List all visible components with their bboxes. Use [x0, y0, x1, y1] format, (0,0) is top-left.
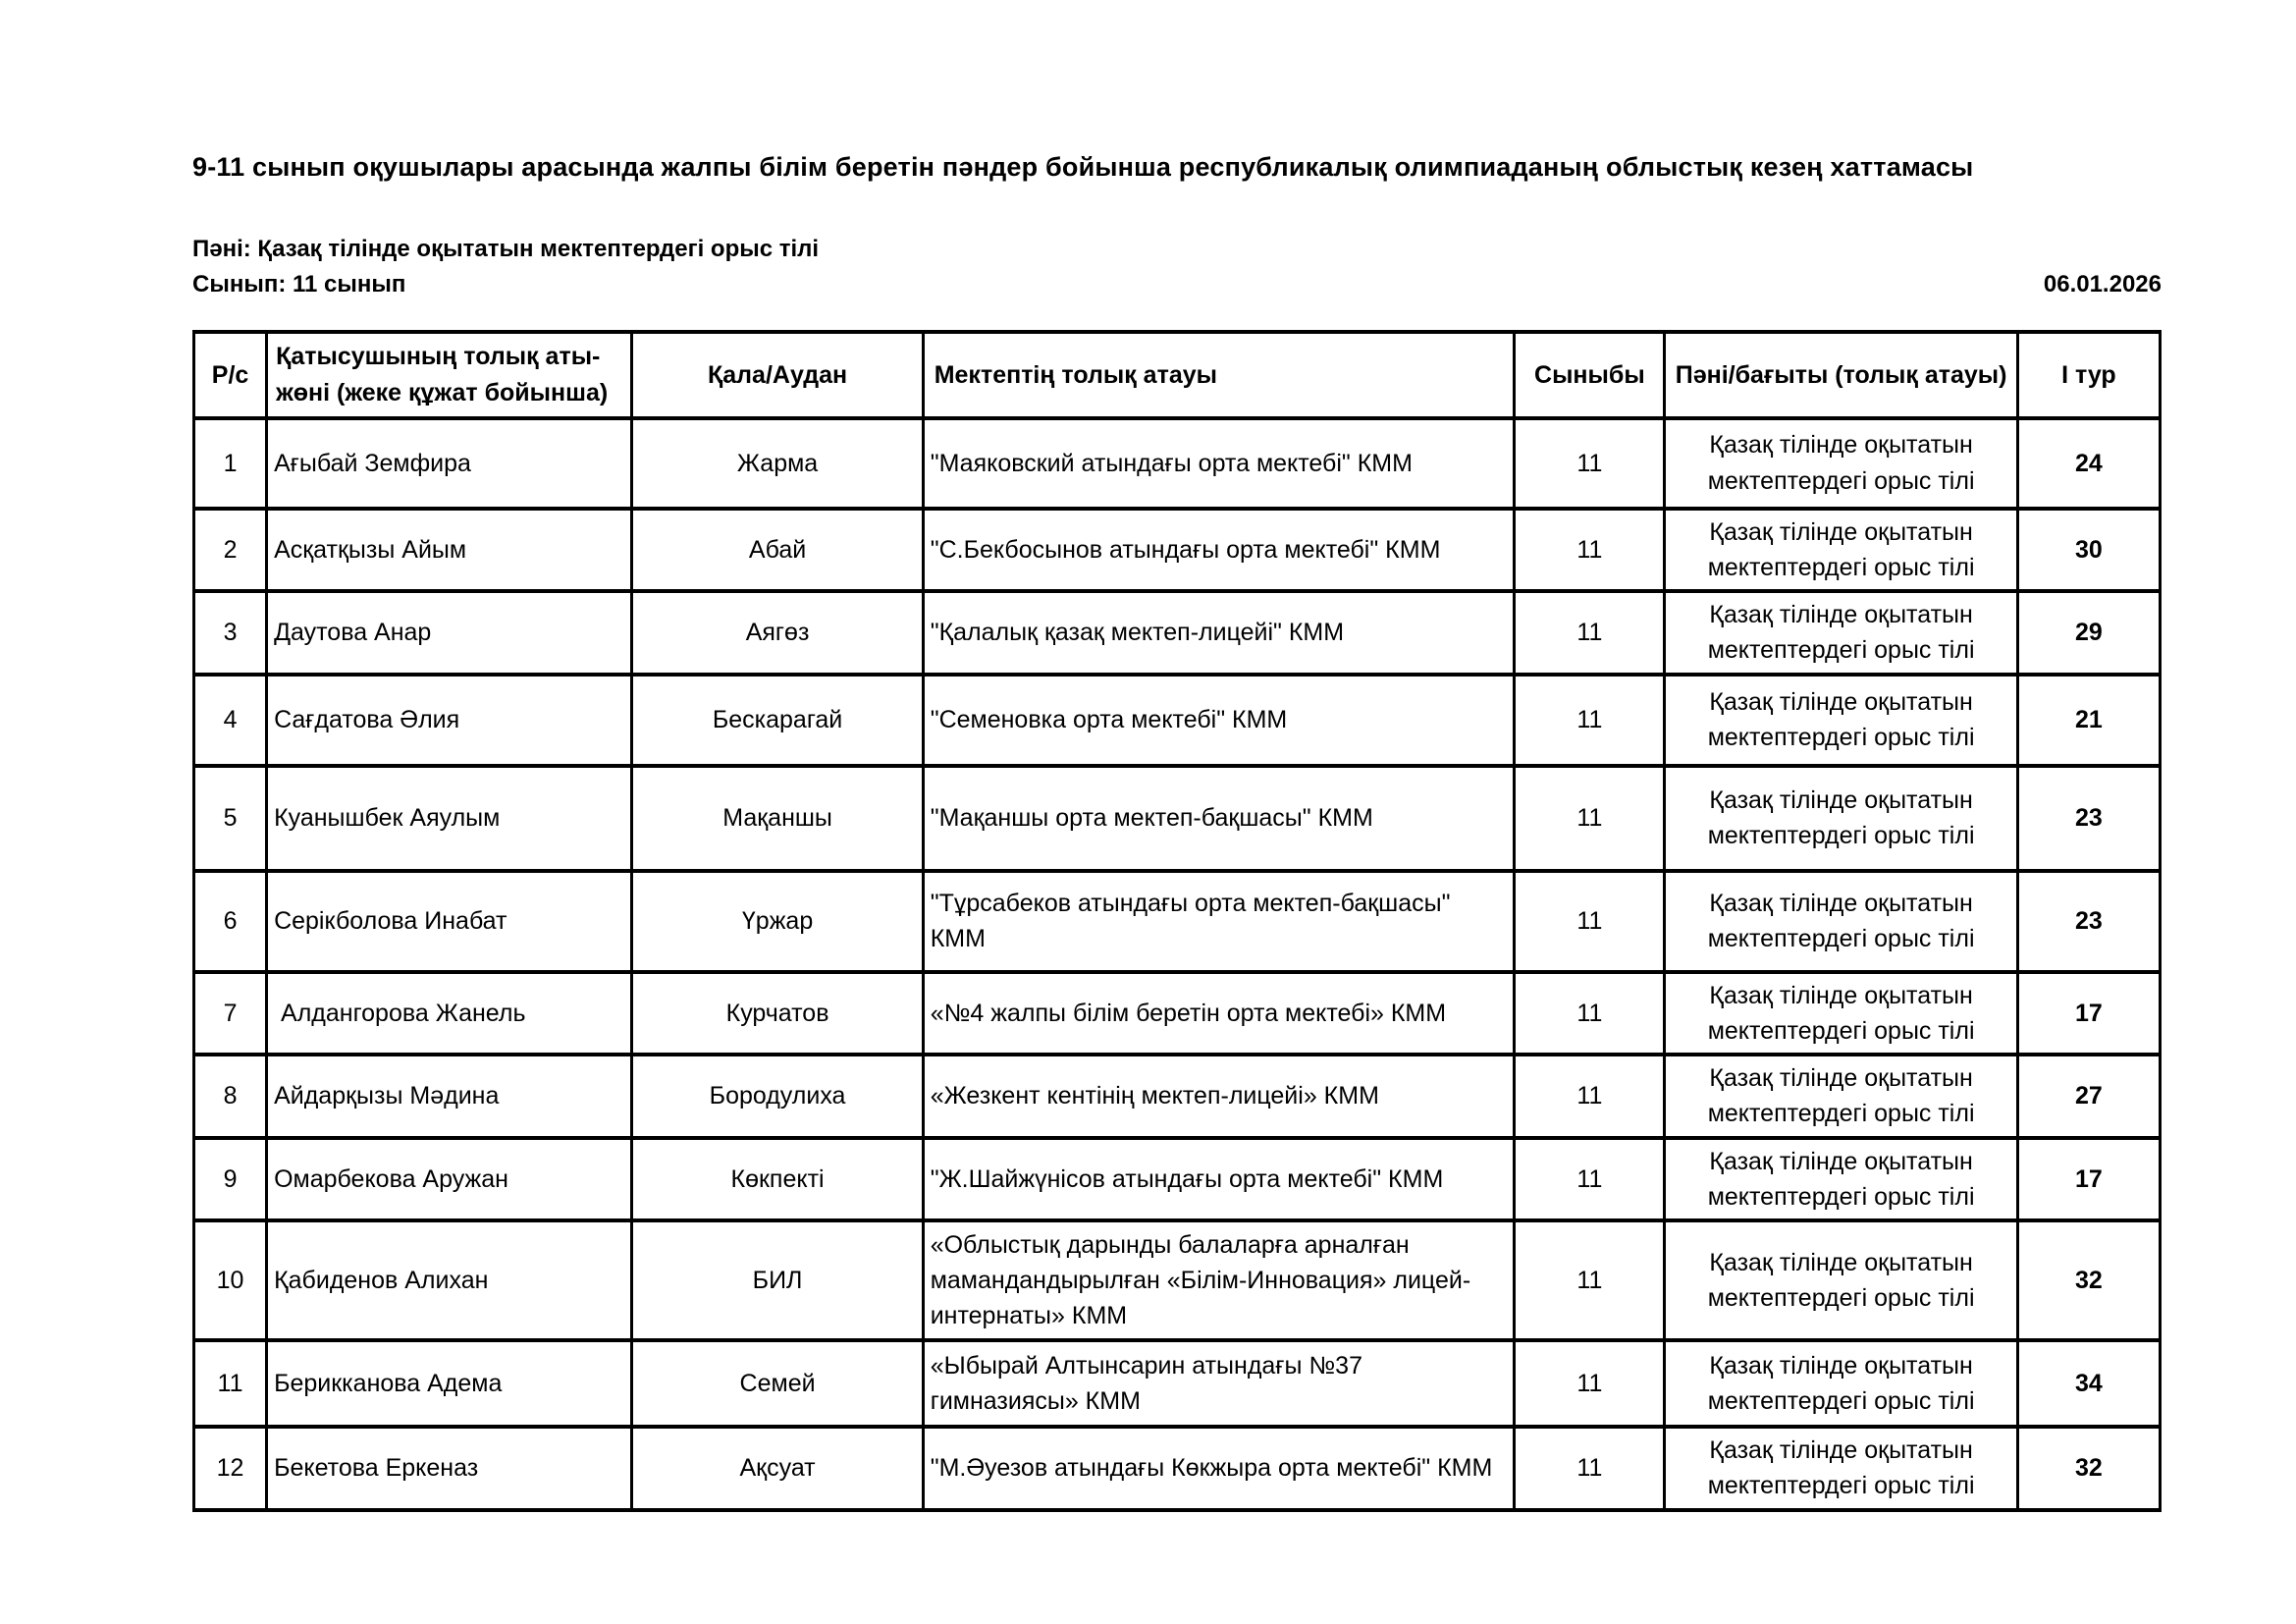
cell-subject: Қазақ тілінде оқытатын мектептердегі орыс тілі	[1665, 766, 2017, 871]
cell-grade: 11	[1515, 591, 1665, 675]
cell-name: Қабиденов Алихан	[267, 1220, 632, 1340]
cell-grade: 11	[1515, 871, 1665, 972]
cell-name: Сағдатова Әлия	[267, 675, 632, 766]
cell-name: Берикканова Адема	[267, 1340, 632, 1427]
table-row	[194, 1138, 2161, 1221]
cell-name: Бекетова Еркеназ	[267, 1427, 632, 1510]
cell-grade: 11	[1515, 509, 1665, 592]
cell-city: Жарма	[632, 418, 923, 509]
table-row	[194, 972, 2161, 1056]
cell-score: 23	[2017, 766, 2160, 871]
cell-score: 21	[2017, 675, 2160, 766]
cell-school: «Жезкент кентінің мектеп-лицейі» КММ	[923, 1055, 1515, 1138]
cell-city: Үржар	[632, 871, 923, 972]
table-row	[194, 766, 2161, 871]
table-row	[194, 1340, 2161, 1427]
table-row	[194, 1220, 2161, 1340]
cell-subject: Қазақ тілінде оқытатын мектептердегі орыс тілі	[1665, 972, 2017, 1056]
cell-name: Даутова Анар	[267, 591, 632, 675]
cell-name: Алдангорова Жанель	[267, 972, 632, 1056]
cell-subject: Қазақ тілінде оқытатын мектептердегі орыс тілі	[1665, 675, 2017, 766]
class-date-row	[192, 267, 2162, 302]
cell-number: 4	[194, 675, 267, 766]
cell-number: 6	[194, 871, 267, 972]
cell-subject: Қазақ тілінде оқытатын мектептердегі орыс тілі	[1665, 418, 2017, 509]
cell-score: 32	[2017, 1220, 2160, 1340]
subject-line: Пәні: Қазақ тілінде оқытатын мектептердегі орыс тілі	[192, 235, 820, 262]
cell-score: 24	[2017, 418, 2160, 509]
table-row	[194, 1055, 2161, 1138]
cell-name: Омарбекова Аружан	[267, 1138, 632, 1221]
cell-grade: 11	[1515, 675, 1665, 766]
cell-score: 30	[2017, 509, 2160, 592]
cell-city: Курчатов	[632, 972, 923, 1056]
cell-number: 8	[194, 1055, 267, 1138]
meta-block	[192, 232, 2162, 302]
cell-score: 29	[2017, 591, 2160, 675]
cell-grade: 11	[1515, 1340, 1665, 1427]
cell-grade: 11	[1515, 1138, 1665, 1221]
cell-score: 17	[2017, 972, 2160, 1056]
cell-school: "Қалалық қазақ мектеп-лицейі" КММ	[923, 591, 1515, 675]
cell-subject: Қазақ тілінде оқытатын мектептердегі орыс тілі	[1665, 1138, 2017, 1221]
cell-score: 34	[2017, 1340, 2160, 1427]
results-table	[192, 330, 2162, 1512]
cell-grade: 11	[1515, 1427, 1665, 1510]
cell-number: 10	[194, 1220, 267, 1340]
cell-school: «Облыстық дарынды балаларға арналған мамандандырылған «Білім-Инновация» лицей-интернаты» КММ	[923, 1220, 1515, 1340]
cell-school: "М.Әуезов атындағы Көкжыра орта мектебі" КММ	[923, 1427, 1515, 1510]
cell-city: Бескарагай	[632, 675, 923, 766]
cell-subject: Қазақ тілінде оқытатын мектептердегі орыс тілі	[1665, 1055, 2017, 1138]
cell-number: 5	[194, 766, 267, 871]
cell-score: 32	[2017, 1427, 2160, 1510]
header-cell-name: Қатысушының толық аты-жөні (жеке құжат бойынша)	[267, 332, 632, 418]
page-title: 9-11 сынып оқушылары арасында жалпы білім беретін пәндер бойынша республикалық олимпиаданың облыстық кезең хаттамасы	[192, 152, 1974, 182]
class-line: Сынып: 11 сынып	[192, 270, 406, 298]
cell-name: Куанышбек Аяулым	[267, 766, 632, 871]
cell-number: 7	[194, 972, 267, 1056]
header-cell-grade: Сыныбы	[1515, 332, 1665, 418]
cell-number: 11	[194, 1340, 267, 1427]
header-cell-city: Қала/Аудан	[632, 332, 923, 418]
header-cell-round1: І тур	[2017, 332, 2160, 418]
cell-number: 12	[194, 1427, 267, 1510]
cell-subject: Қазақ тілінде оқытатын мектептердегі орыс тілі	[1665, 509, 2017, 592]
cell-subject: Қазақ тілінде оқытатын мектептердегі орыс тілі	[1665, 591, 2017, 675]
cell-grade: 11	[1515, 1055, 1665, 1138]
header-cell-subject: Пәні/бағыты (толық атауы)	[1665, 332, 2017, 418]
header-cell-school: Мектептің толық атауы	[923, 332, 1515, 418]
table-row	[194, 1427, 2161, 1510]
cell-school: "Маяковский атындағы орта мектебі" КММ	[923, 418, 1515, 509]
cell-number: 2	[194, 509, 267, 592]
cell-grade: 11	[1515, 418, 1665, 509]
cell-city: Ақсуат	[632, 1427, 923, 1510]
document-date: 06.01.2026	[2043, 270, 2162, 298]
cell-score: 27	[2017, 1055, 2160, 1138]
cell-grade: 11	[1515, 972, 1665, 1056]
table-row	[194, 871, 2161, 972]
table-body	[194, 418, 2161, 1510]
cell-school: "Ж.Шайжүнісов атындағы орта мектебі" КММ	[923, 1138, 1515, 1221]
cell-number: 9	[194, 1138, 267, 1221]
cell-subject: Қазақ тілінде оқытатын мектептердегі орыс тілі	[1665, 1427, 2017, 1510]
table-row	[194, 418, 2161, 509]
header-cell-number: Р/с	[194, 332, 267, 418]
cell-score: 17	[2017, 1138, 2160, 1221]
cell-subject: Қазақ тілінде оқытатын мектептердегі орыс тілі	[1665, 1220, 2017, 1340]
cell-city: Мақаншы	[632, 766, 923, 871]
cell-number: 1	[194, 418, 267, 509]
cell-city: БИЛ	[632, 1220, 923, 1340]
cell-school: «№4 жалпы білім беретін орта мектебі» КММ	[923, 972, 1515, 1056]
cell-name: Айдарқызы Мәдина	[267, 1055, 632, 1138]
cell-city: Абай	[632, 509, 923, 592]
cell-grade: 11	[1515, 766, 1665, 871]
cell-school: "С.Бекбосынов атындағы орта мектебі" КММ	[923, 509, 1515, 592]
cell-city: Бородулиха	[632, 1055, 923, 1138]
cell-school: "Семеновка орта мектебі" КММ	[923, 675, 1515, 766]
table-row	[194, 591, 2161, 675]
table-row	[194, 675, 2161, 766]
cell-city: Семей	[632, 1340, 923, 1427]
cell-grade: 11	[1515, 1220, 1665, 1340]
cell-school: "Мақаншы орта мектеп-бақшасы" КММ	[923, 766, 1515, 871]
cell-number: 3	[194, 591, 267, 675]
cell-score: 23	[2017, 871, 2160, 972]
cell-subject: Қазақ тілінде оқытатын мектептердегі орыс тілі	[1665, 871, 2017, 972]
cell-school: "Тұрсабеков атындағы орта мектеп-бақшасы" КММ	[923, 871, 1515, 972]
table-header-row	[194, 332, 2161, 418]
cell-subject: Қазақ тілінде оқытатын мектептердегі орыс тілі	[1665, 1340, 2017, 1427]
cell-city: Аягөз	[632, 591, 923, 675]
cell-name: Серікболова Инабат	[267, 871, 632, 972]
cell-name: Ағыбай Земфира	[267, 418, 632, 509]
cell-city: Көкпекті	[632, 1138, 923, 1221]
cell-name: Асқатқызы Айым	[267, 509, 632, 592]
cell-school: «Ыбырай Алтынсарин атындағы №37 гимназиясы» КММ	[923, 1340, 1515, 1427]
table-row	[194, 509, 2161, 592]
